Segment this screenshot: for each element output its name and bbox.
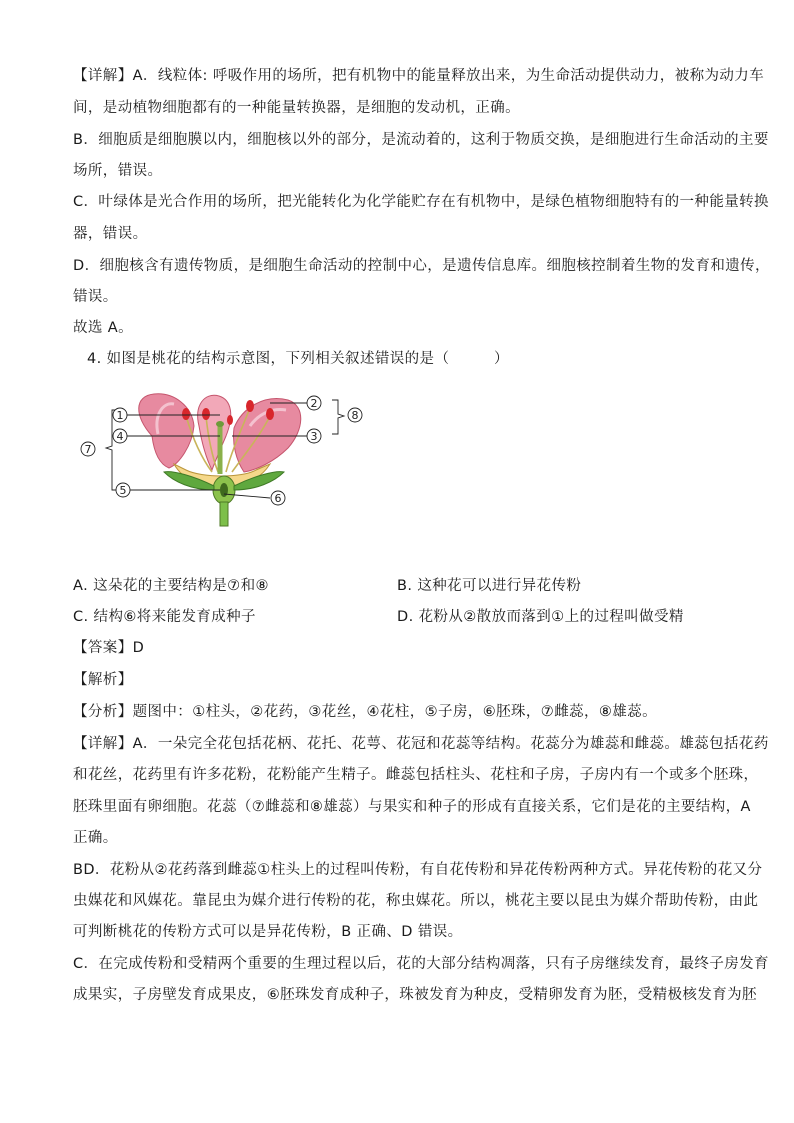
text-line: C．叶绿体是光合作用的场所，把光能转化为化学能贮存在有机物中，是绿色植物细胞特有的一种能量转换 [73,194,769,210]
analysis-line: 【分析】题图中：①柱头，②花药，③花丝，④花柱，⑤子房，⑥胚珠，⑦雌蕊，⑧雄蕊。 [73,704,657,720]
petal-right [233,399,300,472]
text-line: 【详解】A．一朵完全花包括花柄、花托、花萼、花冠和花蕊等结构。花蕊分为雄蕊和雌蕊。雄蕊包括花药 [73,736,769,752]
flower-stalk [220,502,228,526]
text-line: 间，是动植物细胞都有的一种能量转换器，是细胞的发动机，正确。 [73,100,520,116]
label-anther: 2 [310,397,318,410]
text-line: 故选 A。 [73,320,134,336]
option-d: D. 花粉从②散放而落到①上的过程叫做受精 [397,609,684,625]
option-b: B. 这种花可以进行异花传粉 [397,578,582,594]
label-ovary: 5 [119,484,127,497]
option-c: C. 结构⑥将来能发育成种子 [73,609,256,625]
text-line: 场所，错误。 [73,163,163,179]
label-stamen: 8 [351,409,359,422]
text-line: B．细胞质是细胞膜以内，细胞核以外的部分，是流动着的，这利于物质交换，是细胞进行生命活动的主要 [73,132,769,148]
analysis-heading: 【解析】 [73,672,133,688]
text-line: 和花丝，花药里有许多花粉，花粉能产生精子。雌蕊包括柱头、花柱和子房，子房内有一个或多个胚珠， [73,767,759,783]
text-line: C．在完成传粉和受精两个重要的生理过程以后，花的大部分结构凋落，只有子房继续发育，最终子房发育 [73,956,769,972]
text-line: 胚珠里面有卵细胞。花蕊（⑦雌蕊和⑧雄蕊）与果实和种子的形成有直接关系，它们是花的主要结构，A [73,799,751,815]
label-stigma: 1 [116,409,124,422]
label-style: 4 [116,430,124,443]
label-ovule: 6 [274,492,282,505]
text-line: 虫媒花和风媒花。靠昆虫为媒介进行传粉的花，称虫媒花。所以，桃花主要以昆虫为媒介帮助传粉，由此 [73,893,759,909]
text-line: 正确。 [73,830,118,846]
text-line: 可判断桃花的传粉方式可以是异花传粉，B 正确、D 错误。 [73,924,463,940]
peach-flower-diagram [74,386,374,536]
text-line: BD．花粉从②花药落到雌蕊①柱头上的过程叫传粉，有自花传粉和异花传粉两种方式。异花传粉的花又分 [73,862,763,878]
petal-left [139,394,194,468]
text-line: D．细胞核含有遗传物质，是细胞生命活动的控制中心，是遗传信息库。细胞核控制着生物的发育和遗传， [73,258,770,274]
text-line: 器，错误。 [73,226,148,242]
question-stem: 4. 如图是桃花的结构示意图，下列相关叙述错误的是（ ） [87,351,509,367]
text-line: 错误。 [73,289,118,305]
option-a: A. 这朵花的主要结构是⑦和⑧ [73,578,269,594]
answer-line: 【答案】D [73,640,145,656]
label-pistil: 7 [84,443,92,456]
text-line: 成果实，子房壁发育成果皮，⑥胚珠发育成种子，珠被发育为种皮，受精卵发育为胚，受精极核发育为胚 [73,987,757,1003]
label-filament: 3 [310,430,318,443]
text-line: 【详解】A．线粒体: 呼吸作用的场所，把有机物中的能量释放出来，为生命活动提供动力，被称为动力车 [73,68,765,84]
